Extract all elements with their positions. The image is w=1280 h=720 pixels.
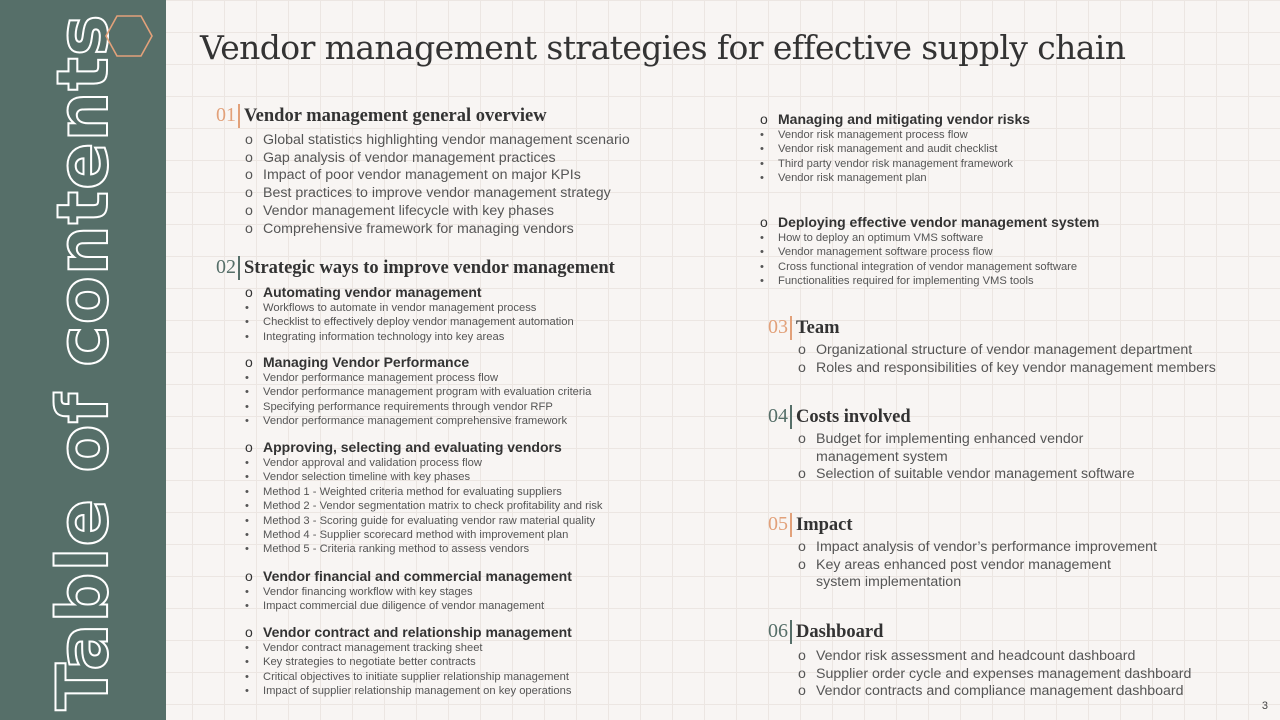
list-item: • Cross functional integration of vendor management software: [760, 260, 1099, 274]
section-04-items: [798, 431, 1135, 484]
list-item: o Gap analysis of vendor management practices: [245, 150, 715, 168]
list-item: • Method 1 - Weighted criteria method for evaluating suppliers: [245, 485, 603, 499]
section-title: Dashboard: [796, 622, 884, 642]
list-item: • Vendor contract management tracking sheet: [245, 641, 572, 655]
subsection-approving: [245, 439, 603, 557]
list-item: • Third party vendor risk management framework: [760, 157, 1030, 171]
list-item: o Comprehensive framework for managing vendors: [245, 221, 715, 239]
list-item: • Vendor performance management program with evaluation criteria: [245, 385, 591, 399]
section-03-items: [798, 342, 1258, 377]
list-item: • How to deploy an optimum VMS software: [760, 231, 1099, 245]
list-item: o Key areas enhanced post vendor management system implementation: [798, 557, 1148, 592]
list-item: o Best practices to improve vendor management strategy: [245, 185, 715, 203]
list-item: • Vendor risk management process flow: [760, 128, 1030, 142]
list-item: • Vendor performance management comprehensive framework: [245, 414, 591, 428]
list-item: o Selection of suitable vendor management software: [798, 466, 1118, 484]
list-item: • Workflows to automate in vendor management process: [245, 301, 574, 315]
list-item: • Vendor management software process flow: [760, 245, 1099, 259]
subsection-title: o Managing and mitigating vendor risks: [760, 111, 1030, 128]
list-item: o Organizational structure of vendor management department: [798, 342, 1258, 360]
list-item: • Functionalities required for implementing VMS tools: [760, 274, 1099, 288]
section-number: 05: [768, 513, 788, 535]
section-title: Impact: [796, 515, 853, 535]
list-item: o Supplier order cycle and expenses management dashboard: [798, 666, 1258, 684]
section-title: Vendor management general overview: [244, 106, 547, 126]
list-item: o Vendor contracts and compliance management dashboard: [798, 683, 1258, 701]
subsection-title: o Approving, selecting and evaluating vendors: [245, 439, 603, 456]
list-item: o Roles and responsibilities of key vendor management members: [798, 360, 1258, 378]
list-item: • Vendor risk management and audit checklist: [760, 142, 1030, 156]
sidebar-title: Table of contents: [42, 13, 124, 711]
subsection-title: o Automating vendor management: [245, 284, 574, 301]
subsection-title: o Vendor contract and relationship management: [245, 624, 572, 641]
list-item: • Vendor risk management plan: [760, 171, 1030, 185]
section-divider: [790, 620, 792, 644]
sidebar: [0, 0, 166, 720]
list-item: o Vendor risk assessment and headcount dashboard: [798, 648, 1258, 666]
section-title: Strategic ways to improve vendor management: [244, 258, 615, 278]
list-item: • Key strategies to negotiate better contracts: [245, 655, 572, 669]
section-divider: [790, 316, 792, 340]
subsection-title: o Managing Vendor Performance: [245, 354, 591, 371]
section-number: 04: [768, 405, 788, 427]
list-item: o Global statistics highlighting vendor management scenario: [245, 132, 715, 150]
list-item: • Impact commercial due diligence of vendor management: [245, 599, 572, 613]
section-number: 02: [216, 256, 236, 278]
list-item: • Impact of supplier relationship management on key operations: [245, 684, 572, 698]
section-divider: [790, 405, 792, 429]
page-title: Vendor management strategies for effective supply chain: [200, 28, 1126, 67]
subsection-automating: [245, 284, 574, 344]
section-06-items: [798, 648, 1258, 701]
section-divider: [790, 513, 792, 537]
list-item: • Method 3 - Scoring guide for evaluating vendor raw material quality: [245, 514, 603, 528]
list-item: • Vendor financing workflow with key stages: [245, 585, 572, 599]
list-item: o Impact of poor vendor management on major KPIs: [245, 167, 715, 185]
list-item: • Specifying performance requirements through vendor RFP: [245, 400, 591, 414]
subsection-performance: [245, 354, 591, 429]
subsection-risks: [760, 111, 1030, 186]
list-item: • Method 5 - Criteria ranking method to assess vendors: [245, 542, 603, 556]
section-divider: [238, 104, 240, 128]
section-number: 06: [768, 620, 788, 642]
list-item: o Budget for implementing enhanced vendor management system: [798, 431, 1118, 466]
section-title: Team: [796, 318, 840, 338]
hexagon-icon: [104, 14, 154, 58]
list-item: • Checklist to effectively deploy vendor management automation: [245, 315, 574, 329]
list-item: o Impact analysis of vendor’s performance improvement: [798, 539, 1148, 557]
list-item: • Vendor performance management process flow: [245, 371, 591, 385]
section-05-items: [798, 539, 1157, 592]
section-number: 01: [216, 104, 236, 126]
section-title: Costs involved: [796, 407, 911, 427]
list-item: • Vendor approval and validation process flow: [245, 456, 603, 470]
list-item: • Method 2 - Vendor segmentation matrix to check profitability and risk: [245, 499, 603, 513]
list-item: • Integrating information technology into key areas: [245, 330, 574, 344]
section-divider: [238, 256, 240, 280]
section-number: 03: [768, 316, 788, 338]
list-item: • Critical objectives to initiate supplier relationship management: [245, 670, 572, 684]
page-number: 3: [1261, 700, 1268, 712]
list-item: o Vendor management lifecycle with key phases: [245, 203, 715, 221]
subsection-title: o Deploying effective vendor management system: [760, 214, 1099, 231]
subsection-title: o Vendor financial and commercial management: [245, 568, 572, 585]
section-01-items: [245, 132, 715, 238]
list-item: • Method 4 - Supplier scorecard method with improvement plan: [245, 528, 603, 542]
subsection-contract: [245, 624, 572, 699]
subsection-vms: [760, 214, 1099, 289]
subsection-financial: [245, 568, 572, 614]
list-item: • Vendor selection timeline with key phases: [245, 470, 603, 484]
